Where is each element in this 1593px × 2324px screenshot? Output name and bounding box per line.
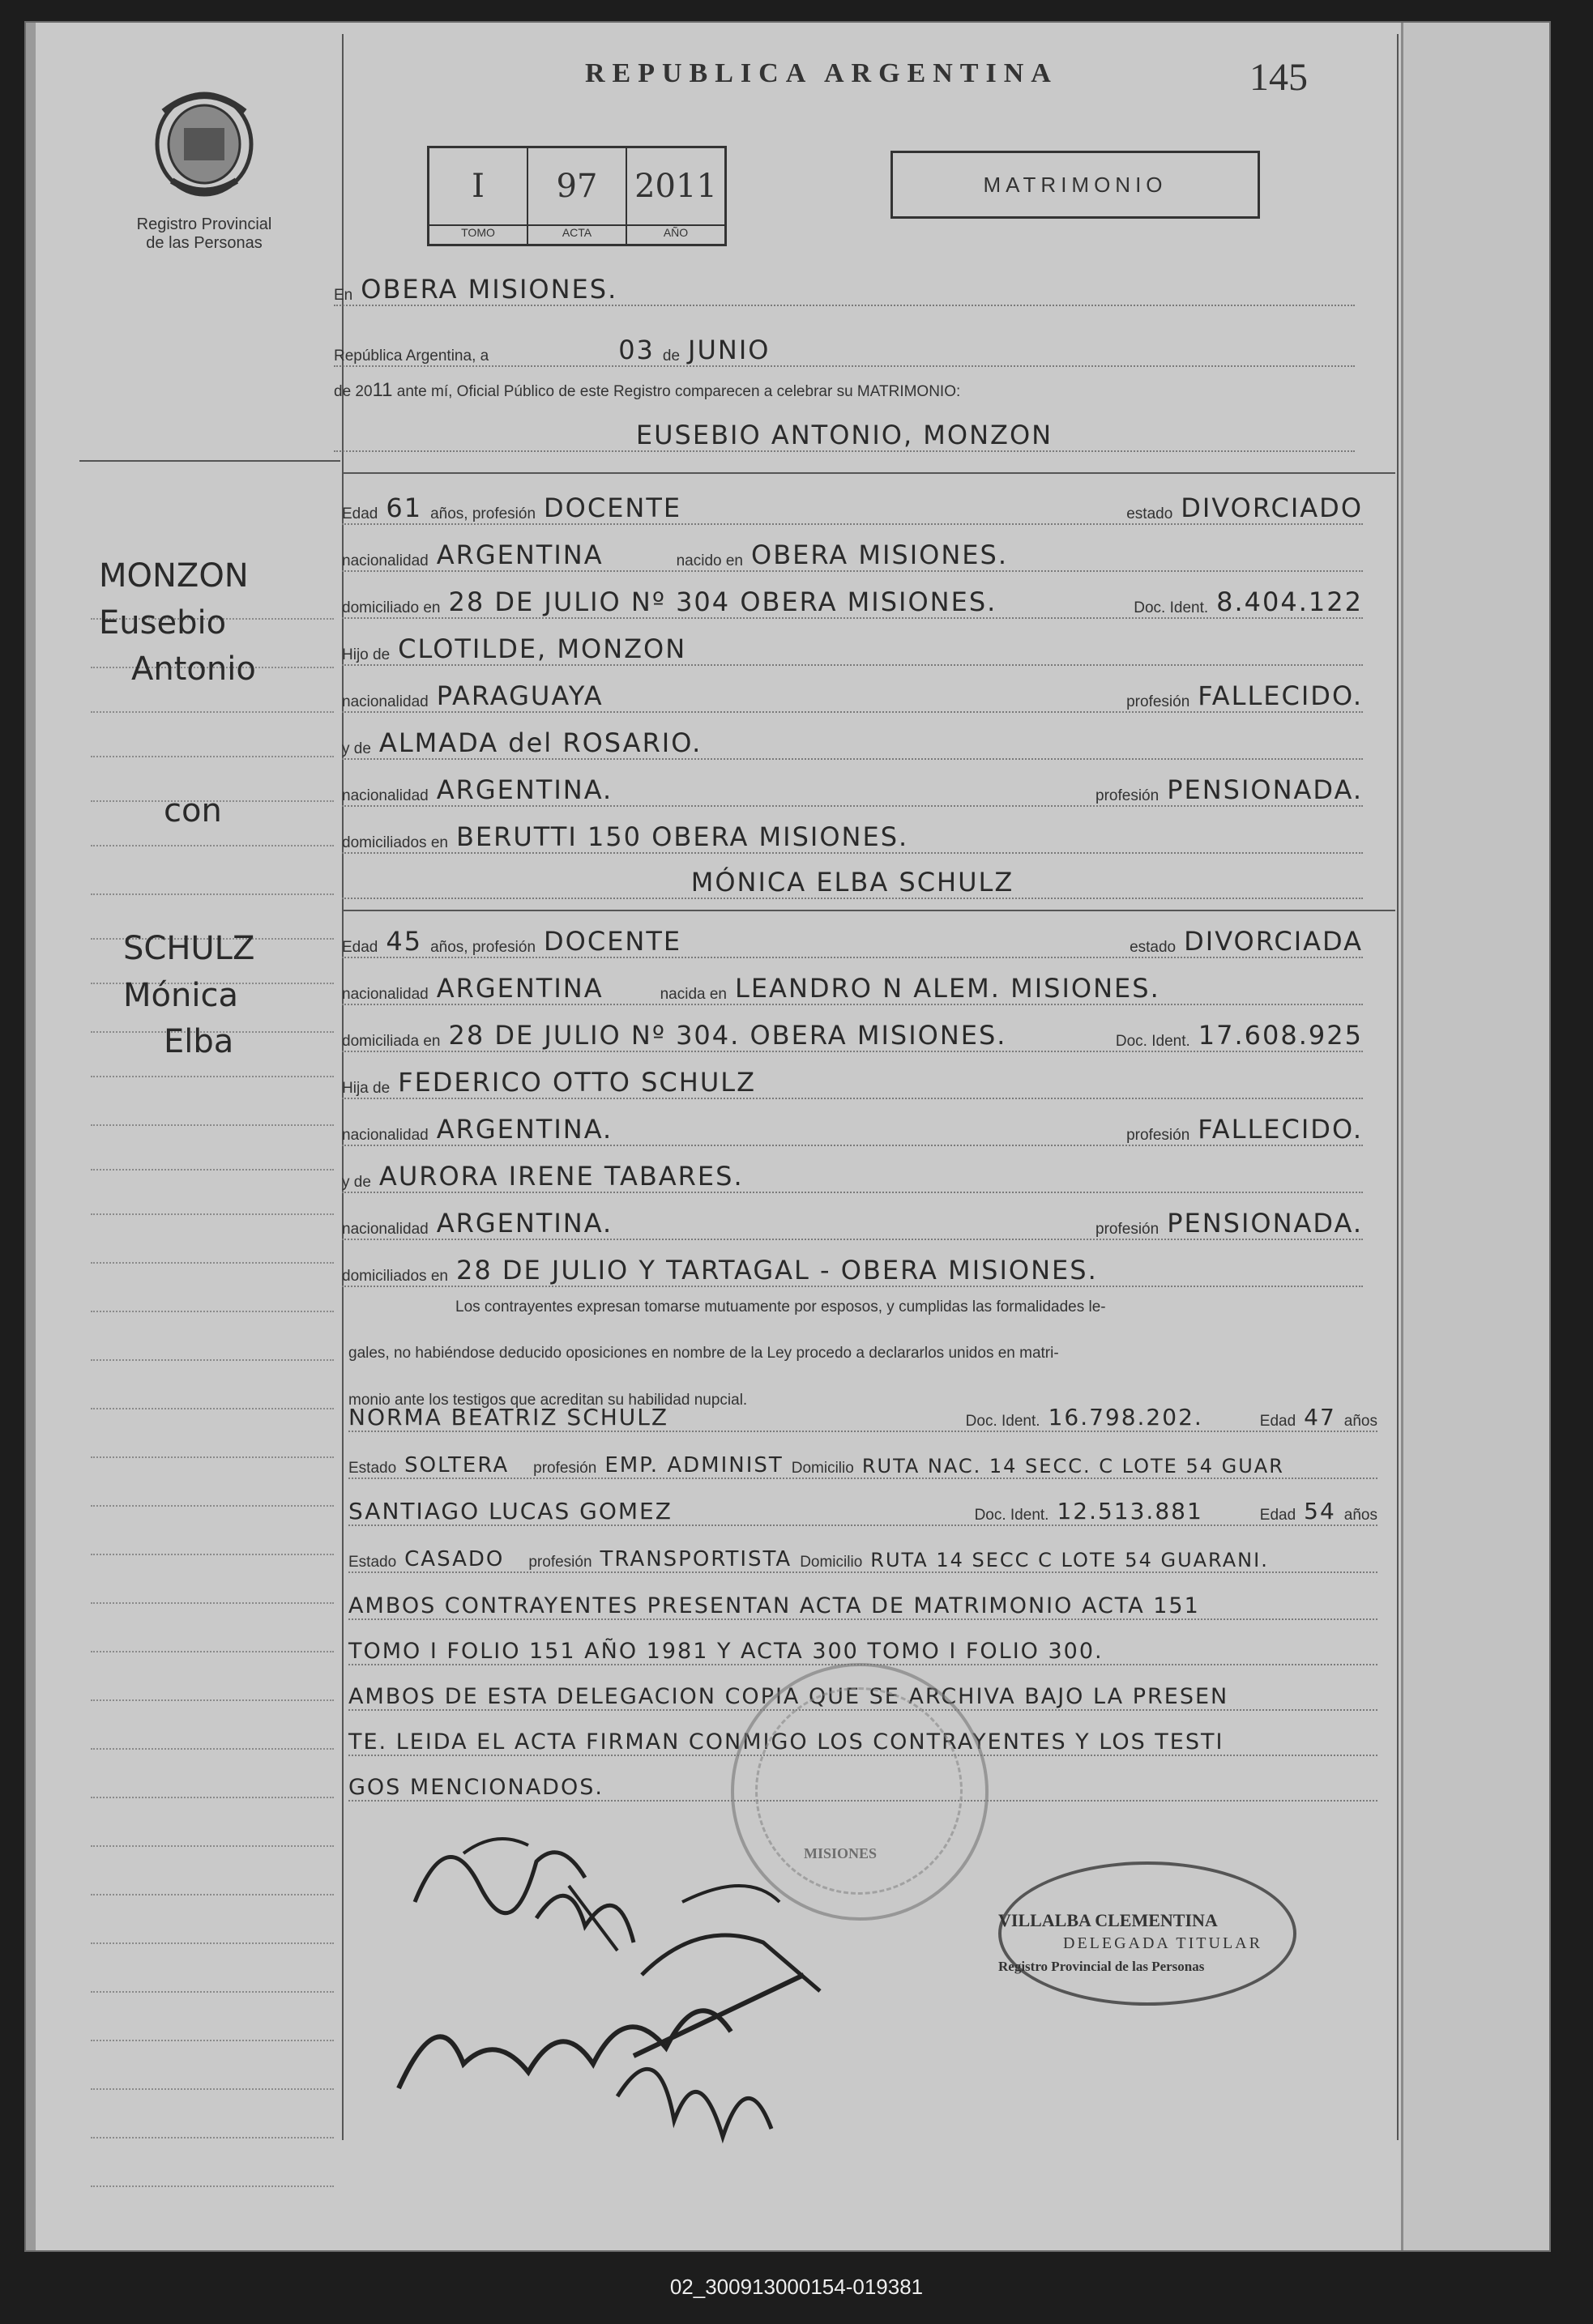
note-text-5: GOS MENCIONADOS.: [348, 1775, 604, 1800]
bride-nacida: LEANDRO N ALEM. MISIONES.: [735, 973, 1160, 1004]
date-line: [334, 326, 1355, 367]
note-line-1: [348, 1580, 1377, 1620]
groom-profesion: DOCENTE: [544, 493, 682, 523]
page-spine: [26, 23, 36, 2250]
groom-padres-dom: BERUTTI 150 OBERA MISIONES.: [455, 821, 909, 852]
groom-domicilio: 28 DE JULIO Nº 304 OBERA MISIONES.: [448, 586, 997, 617]
bride-full-name: MÓNICA ELBA SCHULZ: [690, 867, 1014, 898]
bride-doms-label: domiciliados en: [342, 1268, 448, 1285]
bride-dom-label: domiciliada en: [342, 1033, 441, 1050]
acta-label: ACTA: [528, 224, 626, 244]
witness2-domicilio: RUTA 14 SECC C LOTE 54 GUARANI.: [870, 1549, 1269, 1571]
bride-madre-nac: ARGENTINA.: [436, 1208, 613, 1239]
groom-padre-prof-label: profesión: [1095, 787, 1160, 804]
bride-nacionalidad: ARGENTINA: [436, 973, 604, 1004]
groom-padre: ALMADA del ROSARIO.: [378, 727, 703, 758]
tomo-value: I: [472, 168, 485, 205]
tomo-cell: [429, 148, 528, 244]
groom-doc: 8.404.122: [1216, 586, 1363, 617]
witness1-estado: SOLTERA: [404, 1453, 510, 1478]
note-text-4: TE. LEIDA EL ACTA FIRMAN CONMIGO LOS CONTRAYENTES Y LOS TESTI: [348, 1729, 1224, 1755]
bride-padre-nac: ARGENTINA.: [436, 1114, 613, 1145]
groom-edad: 61: [386, 493, 423, 523]
bride-edad: 45: [386, 926, 423, 957]
groom-nacido: OBERA MISIONES.: [751, 539, 1008, 570]
margin-groom-surname: MONZON: [99, 557, 249, 595]
groom-edad-label: Edad: [342, 505, 378, 522]
bride-father-nat-line: [342, 1106, 1363, 1146]
groom-madre-nac-label: nacionalidad: [342, 693, 429, 710]
groom-name-line: [334, 411, 1355, 452]
groom-doc-label: Doc. Ident.: [1134, 599, 1209, 616]
day-value: 03: [618, 335, 655, 365]
bride-estado-label: estado: [1130, 939, 1177, 956]
groom-father-nat-line: [342, 766, 1363, 807]
bride-domicile-line: [342, 1012, 1363, 1052]
bride-anos-prof-label: años, profesión: [430, 939, 536, 956]
bride-doc: 17.608.925: [1198, 1020, 1363, 1051]
bride-age-line: [342, 918, 1363, 958]
bride-mother-line: [342, 1153, 1363, 1193]
witness2-anos-label: años: [1343, 1507, 1377, 1524]
groom-padre-nac-label: nacionalidad: [342, 787, 429, 804]
bride-nacida-label: nacida en: [660, 986, 727, 1003]
witness2-edad-label: Edad: [1259, 1507, 1296, 1524]
bride-parents-domicile-line: [342, 1247, 1363, 1287]
witness2-line: [348, 1486, 1377, 1526]
record-index-box: [427, 146, 727, 246]
groom-age-line: [342, 484, 1363, 525]
groom-nacionalidad: ARGENTINA: [436, 539, 604, 570]
round-stamp-text: MISIONES: [804, 1845, 878, 1861]
formal-line1: Los contrayentes expresan tomarse mutuamente por esposos, y cumplidas las formalidades le-: [455, 1298, 1106, 1316]
groom-nac-label: nacionalidad: [342, 552, 429, 569]
bride-mother-nat-line: [342, 1200, 1363, 1240]
bride-estado: DIVORCIADA: [1184, 926, 1363, 957]
groom-madre-nac: PARAGUAYA: [436, 680, 604, 711]
groom-anos-prof-label: años, profesión: [430, 505, 536, 522]
witness1-prof-label: profesión: [533, 1460, 597, 1477]
ano-label: AÑO: [627, 224, 724, 244]
witness1-domicilio: RUTA NAC. 14 SECC. C LOTE 54 GUAR: [861, 1455, 1284, 1478]
formal-line3: monio ante los testigos que acreditan su habilidad nupcial.: [348, 1392, 748, 1409]
bride-hija-label: Hija de: [342, 1080, 391, 1097]
witness2-estado-label: Estado: [348, 1554, 397, 1571]
witness1-name: NORMA BEATRIZ SCHULZ: [348, 1404, 669, 1431]
groom-padre-prof: PENSIONADA.: [1167, 774, 1363, 805]
month-value: JUNIO: [688, 335, 771, 365]
bride-domicilio: 28 DE JULIO Nº 304. OBERA MISIONES.: [448, 1020, 1007, 1051]
margin-groom-name2: Antonio: [131, 650, 256, 688]
witness1-doc-label: Doc. Ident.: [965, 1413, 1040, 1430]
witness2-dom-label: Domicilio: [800, 1554, 863, 1571]
groom-yde-label: y de: [342, 740, 371, 757]
groom-doms-label: domiciliados en: [342, 834, 448, 851]
bride-father-line: [342, 1059, 1363, 1099]
stamp-oval-line1: VILLALBA CLEMENTINA: [998, 1910, 1218, 1930]
stamp-oval-line2: DELEGADA TITULAR: [1063, 1934, 1262, 1952]
witness1-dom-label: Domicilio: [791, 1460, 854, 1477]
ano-cell: [627, 148, 724, 244]
bride-madre: AURORA IRENE TABARES.: [378, 1161, 744, 1192]
bride-section-separator: [342, 910, 1395, 911]
note-line-2: [348, 1625, 1377, 1665]
witness1-doc: 16.798.202.: [1048, 1404, 1203, 1431]
margin-bride-name1: Mónica: [123, 977, 238, 1014]
witness2-doc: 12.513.881: [1057, 1498, 1203, 1524]
year-suffix: 11: [372, 379, 393, 401]
groom-madre: CLOTILDE, MONZON: [398, 633, 687, 664]
document-footer-code: 02_300913000154-019381: [669, 2275, 924, 2299]
bride-madre-prof-label: profesión: [1095, 1221, 1160, 1238]
witness1-estado-label: Estado: [348, 1460, 397, 1477]
groom-father-line: [342, 719, 1363, 760]
bride-edad-label: Edad: [342, 939, 378, 956]
groom-estado-label: estado: [1126, 505, 1173, 522]
groom-padre-nac: ARGENTINA.: [436, 774, 613, 805]
bride-madre-nac-label: nacionalidad: [342, 1221, 429, 1238]
witness2-edad: 54: [1304, 1498, 1336, 1524]
formal-line2: gales, no habiéndose deducido oposiciones en nombre de la Ley procedo a declararlos unidos en matri-: [348, 1345, 1059, 1362]
margin-bride-name2: Elba: [164, 1023, 234, 1060]
provincial-coat-of-arms-icon: [139, 79, 269, 201]
witness1-details-line: [348, 1439, 1377, 1479]
note-text-1: AMBOS CONTRAYENTES PRESENTAN ACTA DE MATRIMONIO ACTA 151: [348, 1593, 1200, 1618]
witness1-anos-label: años: [1343, 1413, 1377, 1430]
margin-groom-name1: Eusebio: [99, 604, 227, 642]
bride-padre-prof: FALLECIDO.: [1198, 1114, 1363, 1145]
witness2-details-line: [348, 1533, 1377, 1573]
groom-madre-prof: FALLECIDO.: [1198, 680, 1363, 711]
margin-connector: con: [164, 792, 222, 829]
registrar-oval-stamp: [998, 1861, 1296, 2006]
officer-line: [334, 379, 1387, 402]
groom-nationality-line: [342, 531, 1363, 572]
page-number: 145: [1249, 56, 1308, 99]
witness2-name: SANTIAGO LUCAS GOMEZ: [348, 1498, 673, 1524]
witness2-estado: CASADO: [404, 1547, 505, 1571]
officer-text: ante mí, Oficial Público de este Registro comparecen a celebrar su MATRIMONIO:: [396, 383, 961, 400]
left-separator: [79, 460, 340, 462]
groom-domicile-line: [342, 578, 1363, 619]
margin-bride-surname: SCHULZ: [123, 930, 255, 967]
registry-line2: de las Personas: [146, 234, 263, 252]
groom-dom-label: domiciliado en: [342, 599, 441, 616]
bride-nac-label: nacionalidad: [342, 986, 429, 1003]
year-prefix: de 20: [334, 383, 373, 400]
acta-value: 97: [556, 168, 598, 205]
groom-mother-nat-line: [342, 672, 1363, 713]
de-label: de: [662, 348, 681, 365]
groom-estado: DIVORCIADO: [1181, 493, 1363, 523]
groom-mother-line: [342, 625, 1363, 666]
place-value: OBERA MISIONES.: [361, 274, 618, 305]
country-title: REPUBLICA ARGENTINA: [585, 58, 1058, 88]
ano-value: 2011: [634, 168, 717, 205]
witness2-doc-label: Doc. Ident.: [974, 1507, 1049, 1524]
witness1-profesion: EMP. ADMINIST: [604, 1453, 784, 1478]
bride-doc-label: Doc. Ident.: [1115, 1033, 1190, 1050]
groom-parents-domicile-line: [342, 813, 1363, 854]
groom-hijo-label: Hijo de: [342, 646, 391, 663]
document-page: [24, 21, 1551, 2252]
registry-name: [99, 215, 310, 253]
groom-section-separator: [342, 472, 1395, 474]
acta-cell: [528, 148, 627, 244]
groom-nacido-label: nacido en: [676, 552, 743, 569]
witness2-profesion: TRANSPORTISTA: [600, 1547, 792, 1571]
right-margin-strip: [1401, 23, 1549, 2250]
bride-yde-label: y de: [342, 1174, 371, 1191]
place-line: [334, 266, 1355, 306]
registry-line1: Registro Provincial: [136, 215, 272, 233]
witness1-edad: 47: [1304, 1404, 1336, 1431]
witness1-line: [348, 1392, 1377, 1432]
republica-label: República Argentina, a: [334, 348, 489, 365]
stamp-oval-line3: Registro Provincial de las Personas: [998, 1959, 1205, 1974]
bride-padre: FEDERICO OTTO SCHULZ: [398, 1067, 756, 1098]
tomo-label: TOMO: [429, 224, 527, 244]
bride-padres-dom: 28 DE JULIO Y TARTAGAL - OBERA MISIONES.: [455, 1255, 1098, 1286]
witness1-edad-label: Edad: [1259, 1413, 1296, 1430]
bride-name-line: [342, 859, 1363, 899]
note-text-2: TOMO I FOLIO 151 AÑO 1981 Y ACTA 300 TOMO I FOLIO 300.: [348, 1639, 1104, 1664]
bride-profesion: DOCENTE: [544, 926, 682, 957]
groom-full-name: EUSEBIO ANTONIO, MONZON: [635, 420, 1053, 450]
bride-padre-prof-label: profesión: [1126, 1127, 1190, 1144]
bride-padre-nac-label: nacionalidad: [342, 1127, 429, 1144]
note-text-3: AMBOS DE ESTA DELEGACION COPIA QUE SE ARCHIVA BAJO LA PRESEN: [348, 1684, 1229, 1709]
record-type-box: MATRIMONIO: [890, 151, 1260, 219]
groom-madre-prof-label: profesión: [1126, 693, 1190, 710]
en-label: En: [334, 287, 353, 304]
witness2-prof-label: profesión: [528, 1554, 592, 1571]
bride-nationality-line: [342, 965, 1363, 1005]
bride-madre-prof: PENSIONADA.: [1167, 1208, 1363, 1239]
signatures: [374, 1789, 1023, 2161]
